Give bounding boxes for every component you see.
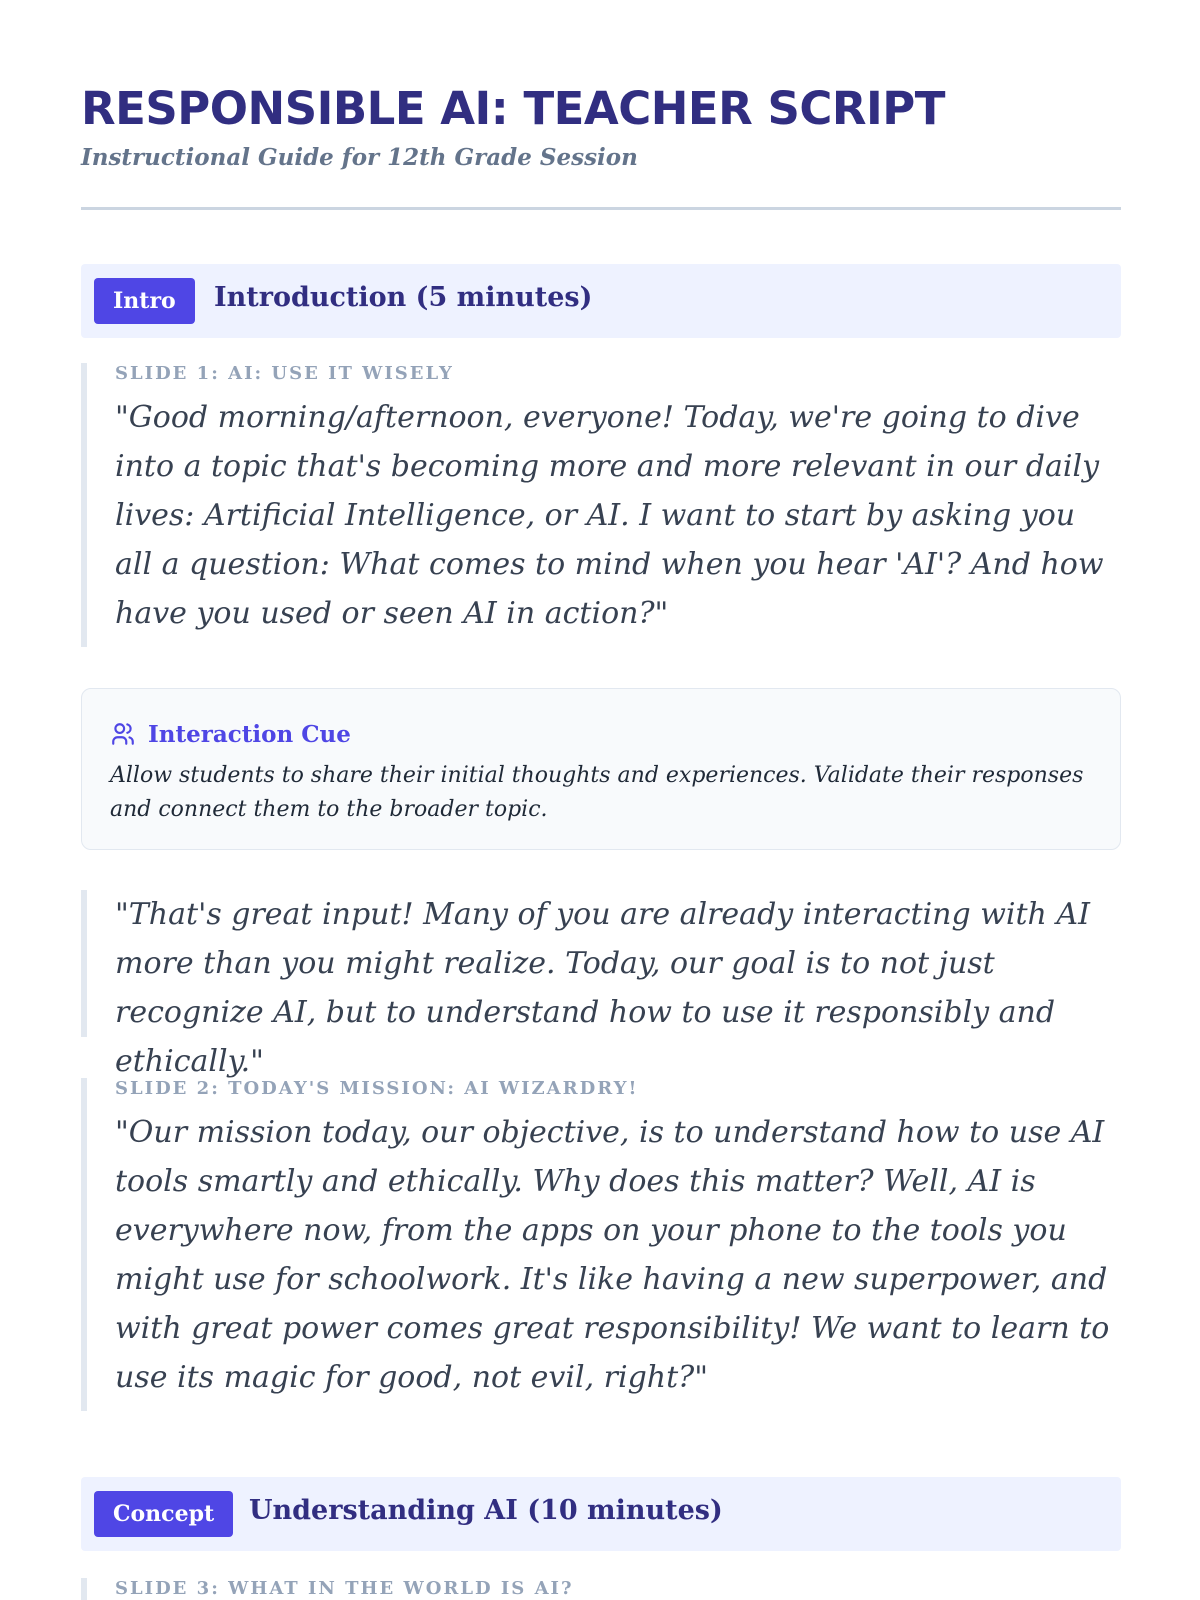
- script-text: "Our mission today, our objective, is to understand how to use AI tools smartly and ethically. Why does this matter? Well, AI is everywhere now, from the apps on your phone to the tools you might use for schoolwork. It's like having a new superpower, and with great power comes great responsibility! We want to learn to use its magic for good, not evil, right?": [115, 1115, 1110, 1395]
- header-divider: [81, 207, 1121, 210]
- section-title-introduction: Introduction (5 minutes): [214, 282, 593, 313]
- page-title: RESPONSIBLE AI: TEACHER SCRIPT: [81, 82, 945, 135]
- script-block-slide-2: [81, 1078, 1121, 1411]
- page-subtitle: Instructional Guide for 12th Grade Session: [81, 144, 638, 171]
- section-badge-intro: Intro: [94, 278, 195, 324]
- section-title-understanding-ai: Understanding AI (10 minutes): [249, 1495, 723, 1526]
- script-block-slide-3: [81, 1578, 1121, 1600]
- interaction-cue-header: [110, 719, 351, 749]
- slide-label: SLIDE 3: WHAT IN THE WORLD IS AI?: [115, 1578, 574, 1599]
- section-badge-concept: Concept: [94, 1491, 233, 1537]
- section-header-introduction: [81, 264, 1121, 338]
- slide-label: SLIDE 2: TODAY'S MISSION: AI WIZARDRY!: [115, 1078, 639, 1099]
- interaction-cue-title: Interaction Cue: [148, 720, 351, 748]
- script-block-followup: [81, 890, 1121, 1079]
- interaction-cue-text: Allow students to share their initial thoughts and experiences. Validate their responses and connect them to the broader topic.: [110, 763, 1084, 822]
- section-header-understanding-ai: [81, 1477, 1121, 1551]
- slide-label: SLIDE 1: AI: USE IT WISELY: [115, 363, 454, 384]
- script-text: "That's great input! Many of you are already interacting with AI more than you might realize. Today, our goal is to not just recognize AI, but to understand how to use it responsibly and ethically.": [115, 897, 1090, 1079]
- users-icon: [110, 721, 136, 747]
- interaction-cue-box: [81, 688, 1121, 850]
- script-text: "Good morning/afternoon, everyone! Today, we're going to dive into a topic that's becoming more and more relevant in our daily lives: Artificial Intelligence, or AI. I want to start by asking you all a question: What comes to mind when you hear 'AI'? And how have you used or seen AI in action?": [115, 400, 1104, 631]
- script-block-slide-1: [81, 363, 1121, 647]
